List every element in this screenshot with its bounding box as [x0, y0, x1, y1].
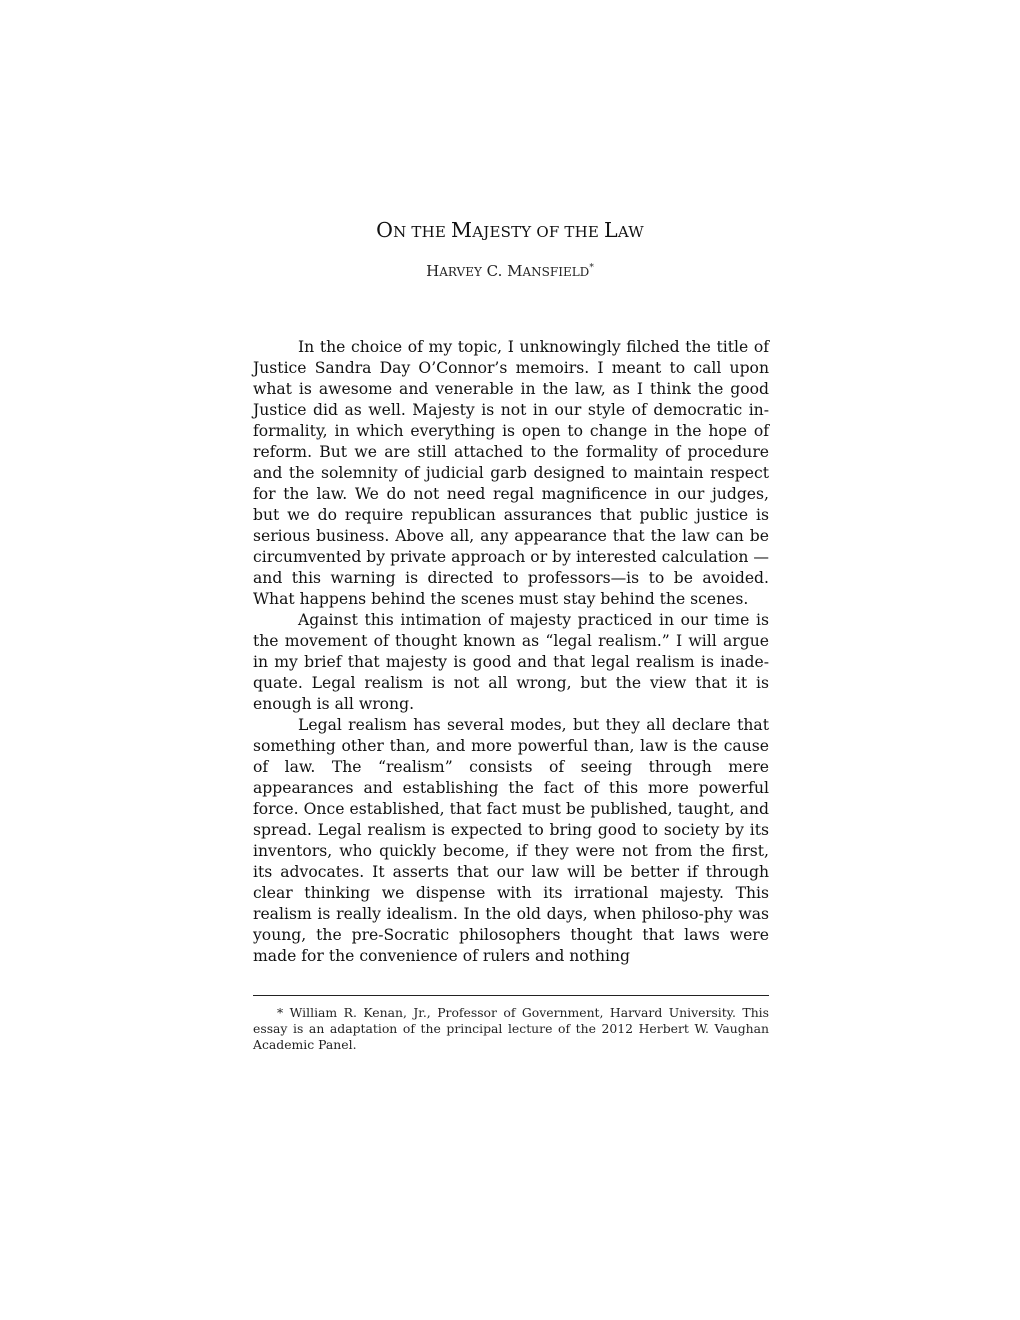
body-paragraph-3: Legal realism has several modes, but they all declare that something other than, and more powerful than, law is the cause of law. The “realism” consists of seeing through mere appearances and establishing the fact of this more powerful force. Once established, that fact must be published, taught, and spread. Legal realism is expected to bring good to society by its inventors, who quickly become, if they were not from the first, its advocates. It asserts that our law will be better if through clear thinking we dispense with its irrational majesty. This realism is really idealism. In the old days, when philoso-phy was young, the pre-Socratic philosophers thought that laws were made for the convenience of rulers and nothing [253, 716, 769, 965]
footnote [253, 1005, 769, 1053]
footnote-marker: * [277, 1005, 284, 1020]
footnote-text: William R. Kenan, Jr., Professor of Government, Harvard University. This essay is an adaptation of the principal lecture of the 2012 Herbert W. Vaughan Academic Panel. [253, 1005, 769, 1052]
author-byline [0, 260, 1020, 283]
author-cap-2: M [507, 262, 523, 280]
body-paragraph-2: Against this intimation of majesty practiced in our time is the movement of thought known as “legal realism.” I will argue in my brief that majesty is good and that legal realism is inade-quate. Legal realism is not all wrong, but the view that it is enough is all wrong. [253, 611, 769, 713]
author-footnote-marker: * [589, 263, 594, 273]
title-smallcaps-1: N [393, 223, 407, 241]
footnote-paragraph [253, 1005, 769, 1053]
body-paragraph-1: In the choice of my topic, I unknowingly filched the title of Justice Sandra Day O’Connor’s memoirs. I meant to call upon what is awesome and venerable in the law, as I think the good Justice did as well. Majesty is not in our style of democratic in-formality, in which everything is open to change in the hope of reform. But we are still attached to the formality of procedure and the solemnity of judicial garb designed to maintain respect for the law. We do not need regal magnificence in our judges, but we do require republican assurances that public justice is serious business. Above all, any appearance that the law can be circumvented by private approach or by interested calculation —and this warning is directed to professors—is to be avoided. What happens behind the scenes must stay behind the scenes. [253, 338, 769, 608]
author-smallcaps-1: ARVEY [439, 265, 482, 279]
title-cap-2: M [451, 218, 473, 242]
title-smallcaps-4: OF THE [531, 223, 605, 241]
footnote-separator [253, 995, 769, 996]
author-smallcaps-2: ANSFIELD [522, 265, 590, 279]
title-smallcaps-2: THE [406, 223, 451, 241]
title-cap-3: L [604, 218, 618, 242]
title-smallcaps-3: AJESTY [472, 223, 532, 241]
title-cap-1: O [376, 218, 394, 242]
author-middle-initial: C. [481, 262, 508, 280]
author-cap-1: H [426, 262, 440, 280]
article-body [253, 337, 769, 967]
title-smallcaps-5: AW [617, 223, 644, 241]
article-title [0, 216, 1020, 246]
